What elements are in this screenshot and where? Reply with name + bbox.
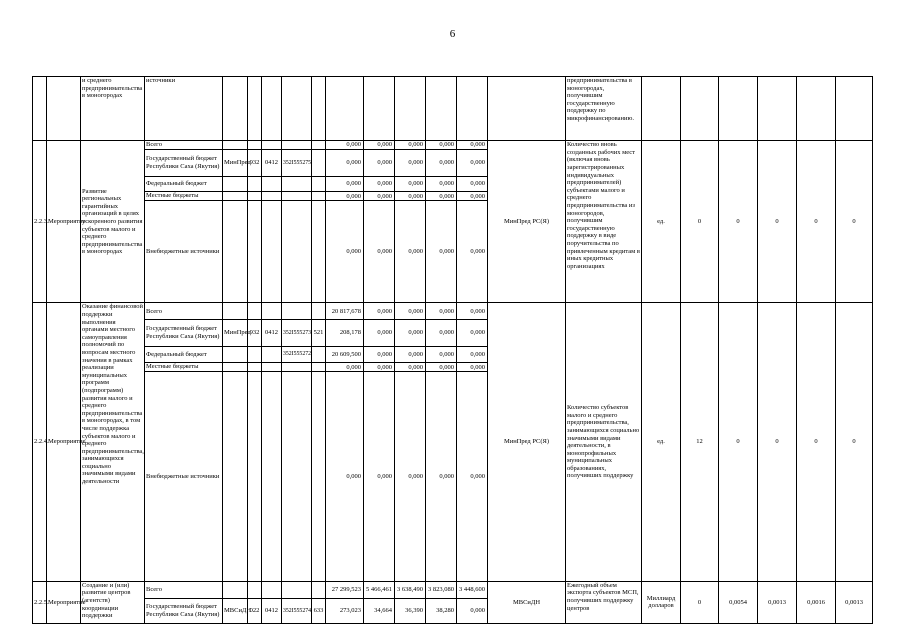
indicator: Количество субъектов малого и среднего предпринимательства, занимающихся социально значимыми видами деятельности, в монопрофильных муниципальных образованиях, получивших поддержку [566, 303, 642, 581]
rz-cell: 932 [248, 150, 262, 176]
amount-cell: 0,000 [426, 150, 457, 176]
target-value: 0,0054 [719, 581, 758, 623]
vr-cell: 521 [312, 320, 326, 346]
source-label: Местные бюджеты [145, 363, 223, 372]
amount-cell: 0,000 [426, 303, 457, 320]
amount-cell: 0,000 [326, 141, 364, 150]
measure-type: Мероприятие [47, 303, 81, 581]
measure-number: 2.2.4. [33, 303, 47, 581]
source-label: Федеральный бюджет [145, 176, 223, 192]
amount-cell: 0,000 [364, 303, 395, 320]
amount-cell: 0,000 [326, 363, 364, 372]
amount-cell: 0,000 [426, 201, 457, 303]
csr-cell: 352I555275 [282, 150, 312, 176]
amount-cell: 0,000 [457, 303, 488, 320]
amount-cell: 0,000 [457, 176, 488, 192]
base-value: 0 [681, 581, 719, 623]
source-label: Всего [145, 581, 223, 598]
amount-cell: 0,000 [426, 192, 457, 201]
measure-number: 2.2.3. [33, 141, 47, 303]
amount-cell: 0,000 [326, 372, 364, 581]
amount-cell: 20 817,678 [326, 303, 364, 320]
target-value: 0 [797, 303, 836, 581]
csr-cell: 352I555274 [282, 598, 312, 623]
source-label: Внебюджетные источники [145, 201, 223, 303]
amount-cell: 0,000 [457, 372, 488, 581]
target-value: 0,0013 [758, 581, 797, 623]
amount-cell: 0,000 [364, 192, 395, 201]
amount-cell: 5 466,461 [364, 581, 395, 598]
unit: Миллиард долларов [642, 581, 681, 623]
vr-cell: 633 [312, 598, 326, 623]
target-value: 0,0016 [797, 581, 836, 623]
page-number: 6 [449, 28, 456, 40]
amount-cell: 273,023 [326, 598, 364, 623]
target-value: 0 [758, 141, 797, 303]
amount-cell: 208,178 [326, 320, 364, 346]
pr-cell: 0412 [262, 598, 282, 623]
source-label: Всего [145, 141, 223, 150]
executor: МВСиДН [488, 581, 566, 623]
amount-cell: 0,000 [364, 150, 395, 176]
amount-cell: 0,000 [364, 372, 395, 581]
amount-cell: 0,000 [395, 320, 426, 346]
amount-cell: 0,000 [395, 372, 426, 581]
target-value: 0 [836, 303, 873, 581]
source-label: Внебюджетные источники [145, 372, 223, 581]
num-cell [33, 77, 47, 141]
source-label: Федеральный бюджет [145, 346, 223, 363]
amount-cell: 0,000 [457, 363, 488, 372]
amount-cell: 0,000 [326, 192, 364, 201]
type-cell [47, 77, 81, 141]
csr-cell: 352I555273 [282, 320, 312, 346]
amount-cell: 3 638,490 [395, 581, 426, 598]
target-value: 0 [836, 141, 873, 303]
pr-cell: 0412 [262, 320, 282, 346]
amount-cell: 0,000 [364, 141, 395, 150]
unit: ед. [642, 303, 681, 581]
amount-cell: 0,000 [364, 320, 395, 346]
executor: МинПред РС(Я) [488, 303, 566, 581]
amount-cell: 0,000 [364, 176, 395, 192]
amount-cell: 0,000 [395, 363, 426, 372]
amount-cell: 0,000 [395, 303, 426, 320]
amount-cell: 0,000 [395, 141, 426, 150]
amount-cell: 0,000 [457, 320, 488, 346]
measure-name: Создание и (или) развитие центров (агентств) координации поддержки [81, 581, 145, 623]
amount-cell: 0,000 [426, 372, 457, 581]
amount-cell: 0,000 [395, 176, 426, 192]
indicator-cell: предпринимательства в моногородах, получившим государственную поддержку по микрофинансированию. [566, 77, 642, 141]
amount-cell: 0,000 [426, 320, 457, 346]
amount-cell: 3 823,080 [426, 581, 457, 598]
unit: ед. [642, 141, 681, 303]
table-row [33, 141, 873, 150]
amount-cell: 20 609,500 [326, 346, 364, 363]
executor: МинПред РС(Я) [488, 141, 566, 303]
amount-cell: 0,000 [326, 201, 364, 303]
measure-name: Оказание финансовой поддержки выполнения органами местного самоуправления полномочий по вопросам местного значения в рамках реализации муниципальных программ (подпрограмм) развития малого и среднего предпринимательства в моногородах, в том числе поддержка субъектов малого и среднего предпринимательства, занимающихся социально значимыми видами деятельности [81, 303, 145, 581]
amount-cell: 0,000 [395, 192, 426, 201]
amount-cell: 0,000 [426, 346, 457, 363]
rz-cell: 022 [248, 598, 262, 623]
program-table [32, 76, 873, 624]
grbs-cell: МВСиДН [223, 598, 248, 623]
amount-cell: 0,000 [364, 363, 395, 372]
amount-cell: 0,000 [326, 150, 364, 176]
amount-cell: 27 299,523 [326, 581, 364, 598]
amount-cell: 0,000 [395, 346, 426, 363]
amount-cell: 0,000 [364, 201, 395, 303]
target-value: 0,0013 [836, 581, 873, 623]
source-label: Местные бюджеты [145, 192, 223, 201]
continuation-row [33, 77, 873, 141]
grbs-cell: МинПред [223, 150, 248, 176]
amount-cell: 34,664 [364, 598, 395, 623]
indicator: Ежегодный объем экспорта субъектов МСП, получивших поддержку центров [566, 581, 642, 623]
table-row [33, 581, 873, 598]
grbs-cell: МинПред [223, 320, 248, 346]
amount-cell: 0,000 [426, 363, 457, 372]
amount-cell: 0,000 [426, 176, 457, 192]
table-row [33, 303, 873, 320]
amount-cell: 38,280 [426, 598, 457, 623]
indicator: Количество вновь созданных рабочих мест (включая вновь зарегистрированных индивидуальных предпринимателей) субъектами малого и среднего предпринимательства из моногородов, получившим государственную поддержку в виде поручительства по привлеченным кредитам в иных кредитных организациях [566, 141, 642, 303]
target-value: 0 [719, 303, 758, 581]
target-value: 0 [719, 141, 758, 303]
amount-cell: 36,390 [395, 598, 426, 623]
source-label: Государственный бюджет Республики Саха (Якутия) [145, 150, 223, 176]
target-value: 0 [758, 303, 797, 581]
amount-cell: 3 448,600 [457, 581, 488, 598]
amount-cell: 0,000 [326, 176, 364, 192]
csr-cell: 352I555272 [282, 346, 312, 363]
source-label: Государственный бюджет Республики Саха (Якутия) [145, 320, 223, 346]
vr-cell [312, 150, 326, 176]
executor-cell [488, 77, 566, 141]
amount-cell: 0,000 [395, 201, 426, 303]
target-value: 0 [797, 141, 836, 303]
rz-cell: 932 [248, 320, 262, 346]
base-value: 12 [681, 303, 719, 581]
source-label: Государственный бюджет Республики Саха (Якутия) [145, 598, 223, 623]
measure-name-cell: и среднего предпринимательства в моногородах [81, 77, 145, 141]
amount-cell: 0,000 [457, 192, 488, 201]
amount-cell: 0,000 [426, 141, 457, 150]
amount-cell: 0,000 [457, 150, 488, 176]
measure-number: 2.2.5. [33, 581, 47, 623]
amount-cell: 0,000 [457, 598, 488, 623]
source-cell: источники [145, 77, 223, 141]
amount-cell: 0,000 [457, 201, 488, 303]
amount-cell: 0,000 [457, 346, 488, 363]
measure-type: Мероприятие [47, 581, 81, 623]
source-label: Всего [145, 303, 223, 320]
amount-cell: 0,000 [457, 141, 488, 150]
amount-cell: 0,000 [395, 150, 426, 176]
measure-type: Мероприятие [47, 141, 81, 303]
pr-cell: 0412 [262, 150, 282, 176]
amount-cell: 0,000 [364, 346, 395, 363]
measure-name: Развитие региональных гарантийных организаций в целях ускоренного развития субъектов малого и среднего предпринимательства в моногородах [81, 141, 145, 303]
base-value: 0 [681, 141, 719, 303]
